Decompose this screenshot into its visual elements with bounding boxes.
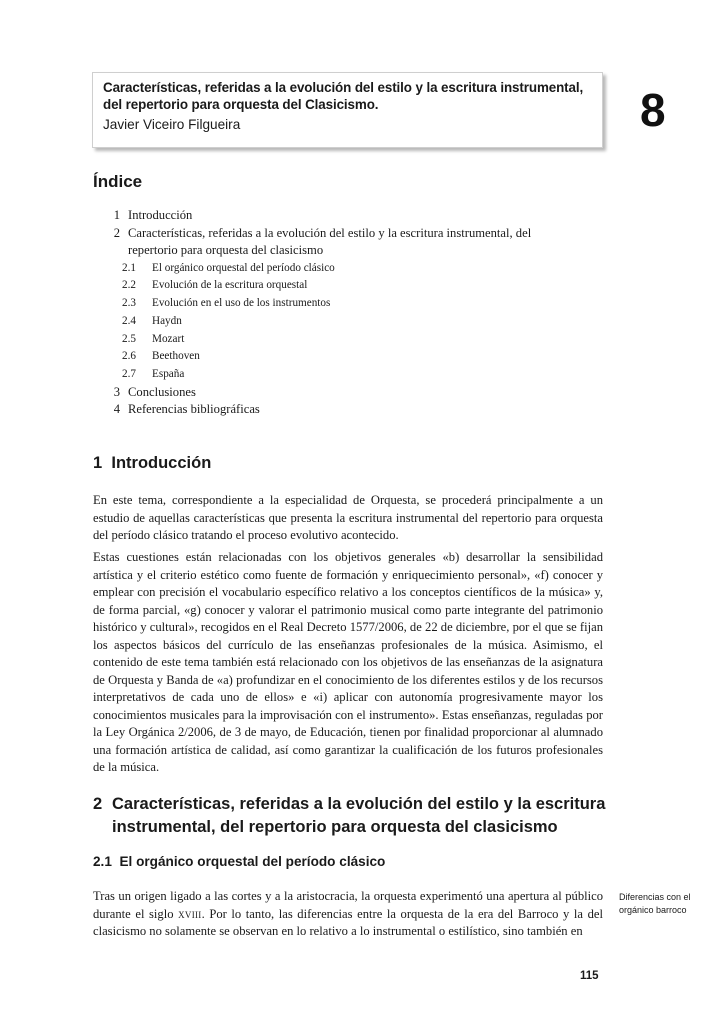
toc-subitem[interactable]: 2.5 Mozart	[122, 332, 185, 345]
section-2-1-paragraph: Tras un origen ligado a las cortes y a la aristocracia, la orquesta experimentó una apertura al público durante el siglo xviii. Por lo tanto, las diferencias entre la orquesta de la era del Barroco y la del clasicismo no solamente se observan en lo relativo a lo instrumental o estilístico, sino también en	[93, 889, 603, 938]
intro-paragraph-1: En este tema, correspondiente a la especialidad de Orquesta, se procederá principalmente a un estudio de aquellas características que presenta la escritura instrumental del repertorio para orquesta del período clásico tratando el proceso evolutivo acontecido.	[93, 493, 603, 542]
intro-paragraph-2: Estas cuestiones están relacionadas con los objetivos generales «b) desarrollar la sensibilidad artística y el criterio estético como fuente de formación y enriquecimiento personal», «f) conocer y emplear con precisión el vocabulario específico relativo a los conceptos científicos de la música» y, de forma parcial, «g) conocer y valorar el patrimonio musical como parte integrante del patrimonio histórico y cultural», recogidos en el Real Decreto 1577/2006, de 22 de diciembre, por el que se fijan los aspectos básicos del currículo de las enseñanzas profesionales de la música. Asimismo, el contenido de este tema también está relacionado con los objetivos de las enseñanzas de la asignatura de Orquesta y Banda de «a) profundizar en el conocimiento de los diferentes estilos y de los recursos interpretativos de cada uno de ellos» e «i) aplicar con autonomía progresivamente mayor los conocimientos musicales para la improvisación con el instrumento». Estas enseñanzas, reguladas por la Ley Orgánica 2/2006, de 3 de mayo, de Educación, tienen por finalidad proporcionar al alumnado una formación artística de calidad, así como garantizar la cualificación de los futuros profesionales de la música.	[93, 550, 603, 774]
page-number: 115	[580, 970, 599, 982]
chapter-number: 8	[640, 84, 666, 136]
chapter-title: Características, referidas a la evolución del estilo y la escritura instrumental, del repertorio para orquesta del Clasicismo.	[103, 80, 584, 112]
section-2-1-heading: 2.1 El orgánico orquestal del período clásico	[93, 854, 386, 869]
toc-subitem[interactable]: 2.4 Haydn	[122, 314, 182, 327]
toc-item[interactable]: 3 Conclusiones	[113, 384, 196, 399]
toc-subitem[interactable]: 2.3 Evolución en el uso de los instrumentos	[122, 297, 331, 310]
toc-subitem[interactable]: 2.2 Evolución de la escritura orquestal	[122, 279, 308, 292]
chapter-author: Javier Viceiro Filgueira	[103, 117, 241, 132]
toc-subitem[interactable]: 2.6 Beethoven	[122, 350, 200, 363]
toc-subitem[interactable]: 2.7 España	[122, 368, 185, 380]
margin-note: Diferencias con el orgánico barroco	[619, 892, 691, 915]
section-2-heading: 2 Características, referidas a la evolución del estilo y la escritura instrumental, del repertorio para orquesta del clasicismo	[93, 795, 606, 836]
table-of-contents	[93, 207, 563, 419]
toc-subitem[interactable]: 2.1 El orgánico orquestal del período clásico	[122, 261, 335, 274]
chapter-header-box	[92, 72, 603, 148]
toc-item[interactable]: 2 Características, referidas a la evolución del estilo y la escritura instrumental, del repertorio para orquesta del clasicismo	[113, 225, 532, 258]
index-heading: Índice	[93, 172, 143, 191]
toc-item[interactable]: 1 Introducción	[113, 208, 193, 222]
toc-item[interactable]: 4 Referencias bibliográficas	[113, 402, 260, 417]
section-1-heading: 1 Introducción	[93, 454, 212, 472]
